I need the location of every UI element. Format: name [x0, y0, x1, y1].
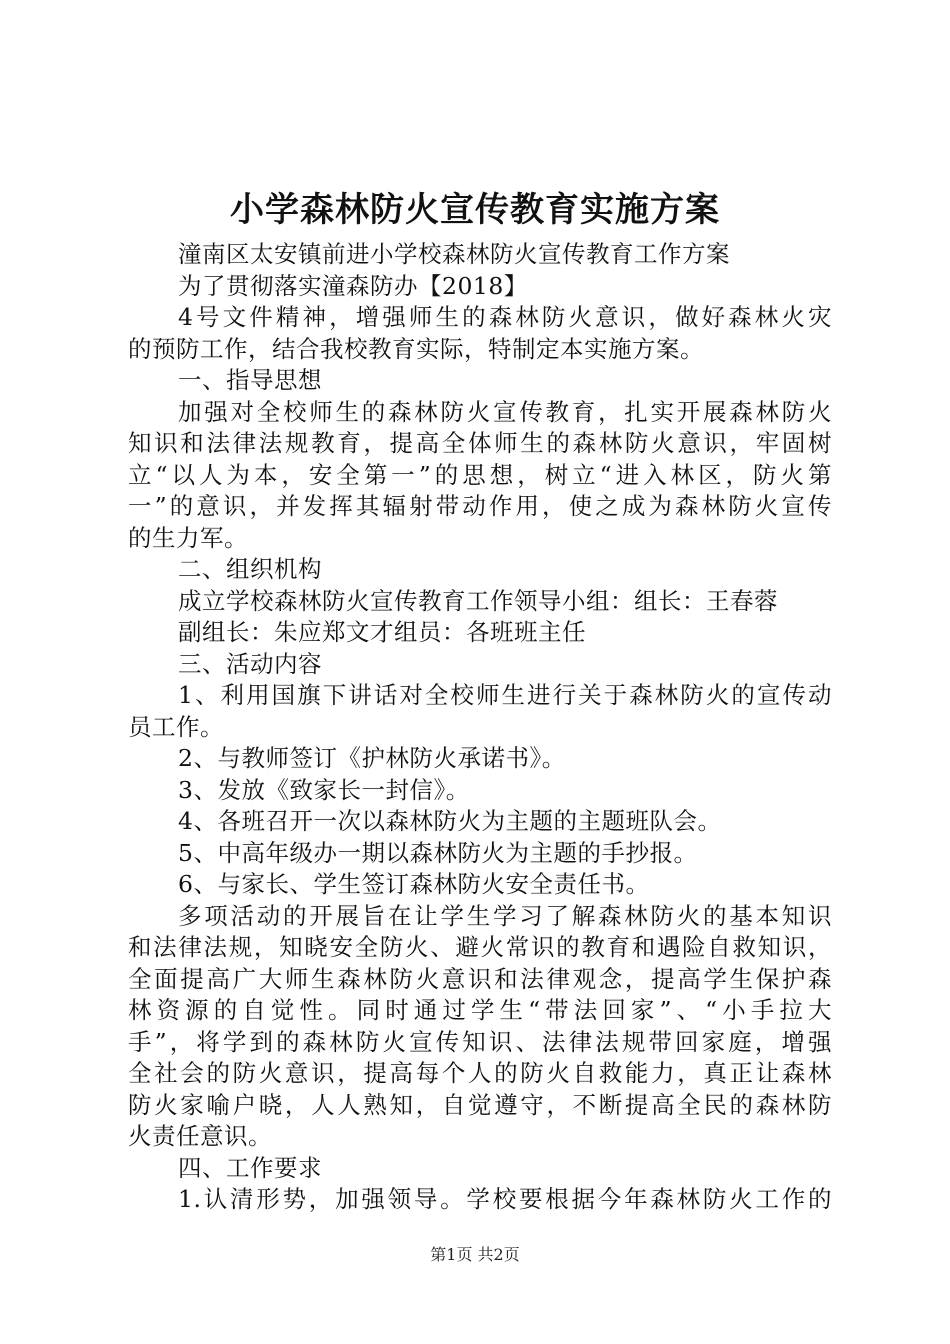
- text-line: 知识和法律法规教育，提高全体师生的森林防火意识，牢固树: [128, 429, 832, 457]
- text-line: 5、中高年级办一期以森林防火为主题的手抄报。: [178, 838, 698, 867]
- text-line: 全社会的防火意识，提高每个人的防火自救能力，真正让森林: [128, 1059, 832, 1087]
- text-line: 6、与家长、学生签订森林防火安全责任书。: [178, 870, 650, 898]
- text-line: 副组长：朱应郑文才组员：各班班主任: [178, 618, 586, 646]
- text-line: 立“以人为本，安全第一”的思想，树立“进入林区，防火第: [128, 460, 832, 489]
- text-line: 潼南区太安镇前进小学校森林防火宣传教育工作方案: [178, 240, 730, 268]
- text-line: 多项活动的开展旨在让学生学习了解森林防火的基本知识: [178, 901, 832, 930]
- text-line: 为了贯彻落实潼森防办【2018】: [178, 271, 528, 300]
- text-line: 二、组织机构: [178, 555, 322, 583]
- page-footer: 第1页 共2页: [430, 1245, 520, 1264]
- text-line: 防火家喻户晓，人人熟知，自觉遵守，不断提高全民的森林防: [128, 1090, 832, 1119]
- text-line: 员工作。: [128, 712, 224, 741]
- text-line: 一、指导思想: [178, 366, 322, 394]
- text-line: 成立学校森林防火宣传教育工作领导小组：组长：王春蓉: [178, 586, 778, 615]
- text-line: 四、工作要求: [178, 1153, 322, 1182]
- text-line: 和法律法规，知晓安全防火、避火常识的教育和遇险自救知识，: [128, 933, 832, 961]
- text-line: 加强对全校师生的森林防火宣传教育，扎实开展森林防火: [178, 397, 832, 426]
- text-line: 火责任意识。: [128, 1122, 272, 1150]
- text-line: 1、利用国旗下讲话对全校师生进行关于森林防火的宣传动: [178, 681, 832, 709]
- text-line: 的预防工作，结合我校教育实际，特制定本实施方案。: [128, 334, 704, 363]
- text-line: 3、发放《致家长一封信》。: [178, 775, 470, 804]
- text-line: 1.认清形势，加强领导。学校要根据今年森林防火工作的: [178, 1185, 832, 1213]
- text-line: 一”的意识，并发挥其辐射带动作用，使之成为森林防火宣传: [128, 492, 832, 520]
- text-line: 手”，将学到的森林防火宣传知识、法律法规带回家庭，增强: [128, 1027, 832, 1056]
- text-line: 三、活动内容: [178, 649, 322, 678]
- text-line: 2、与教师签订《护林防火承诺书》。: [178, 744, 566, 772]
- document-title: 小学森林防火宣传教育实施方案: [230, 190, 720, 230]
- text-line: 林资源的自觉性。同时通过学生“带法回家”、“小手拉大: [128, 996, 832, 1024]
- document-body: [128, 239, 832, 1216]
- text-line: 全面提高广大师生森林防火意识和法律观念，提高学生保护森: [128, 964, 832, 993]
- text-line: 4、各班召开一次以森林防火为主题的主题班队会。: [178, 807, 722, 835]
- text-line: 4号文件精神，增强师生的森林防火意识，做好森林火灾: [178, 303, 832, 331]
- text-line: 的生力军。: [128, 523, 248, 552]
